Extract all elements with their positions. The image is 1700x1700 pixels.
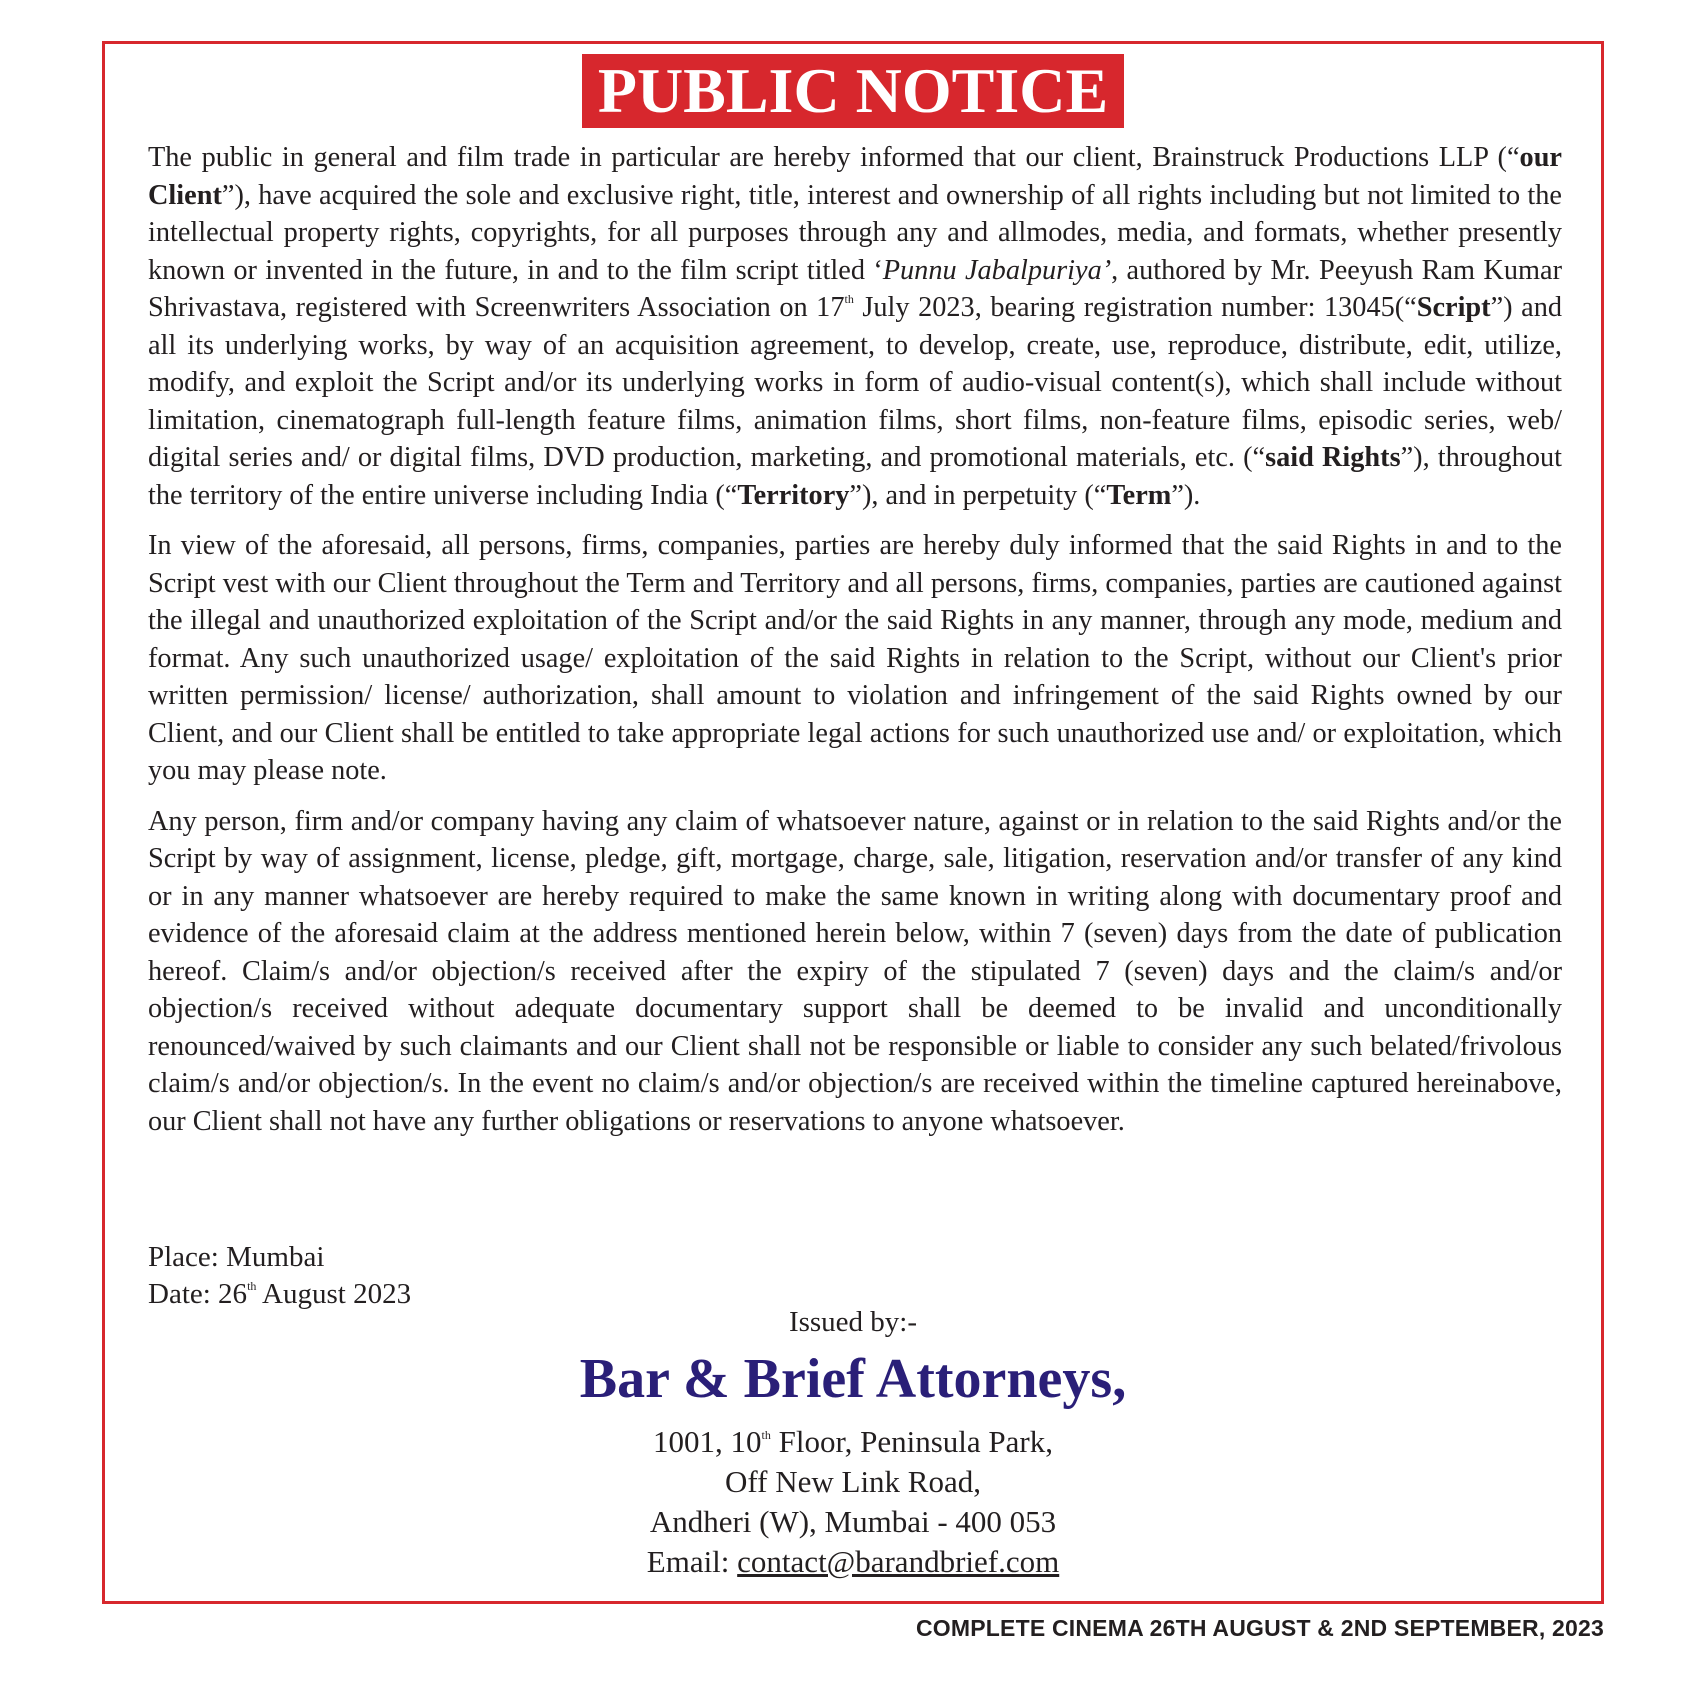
place-date-block (148, 1239, 411, 1313)
para1-text-8: ”). (1171, 479, 1201, 511)
para1-bold-said-rights: said Rights (1265, 442, 1401, 473)
issued-by-label: Issued by:- (788, 1306, 918, 1338)
date-ordinal-sup: th (247, 1279, 257, 1293)
email-link[interactable]: contact@barandbrief.com (737, 1544, 1060, 1579)
para1-script-title: Punnu Jabalpuriya’ (882, 254, 1112, 286)
address-line-2: Off New Link Road, (725, 1464, 981, 1499)
address-ordinal-sup: th (761, 1428, 771, 1442)
para1-text-4: July 2023, bearing registration number: 13045(“ (853, 292, 1417, 323)
para1-text-6: ”), throughout the territory of the entire universe including India (“ (148, 442, 1562, 511)
para1-bold-script: Script (1416, 292, 1491, 323)
notice-body (148, 139, 1562, 1153)
title-banner (105, 54, 1601, 128)
para1-text-1: The public in general and film trade in particular are hereby informed that our client, Brainstruck Productions LLP (“ (148, 142, 1520, 173)
email-label: Email: (646, 1544, 738, 1579)
para1-text-7: ”), and in perpetuity (“ (849, 479, 1107, 511)
address-line1-prefix: 1001, 10 (653, 1424, 762, 1459)
para1-bold-territory: Territory (737, 479, 850, 511)
date-prefix: Date: 26 (148, 1278, 248, 1310)
publication-footer: COMPLETE CINEMA 26TH AUGUST & 2ND SEPTEMBER, 2023 (916, 1615, 1604, 1641)
paragraph-3: Any person, firm and/or company having any claim of whatsoever nature, against or in relation to the said Rights and/or the Script by way of assignment, license, pledge, gift, mortgage, charge, sale, litigation, reservation and/or transfer of any kind or in any manner whatsoever are hereby required to make the same known in writing along with documentary proof and evidence of the aforesaid claim at the address mentioned herein below, within 7 (seven) days from the date of publication hereof. Claim/s and/or objection/s received after the expiry of the stipulated 7 (seven) days and the claim/s and/or objection/s received without adequate documentary support shall be deemed to be invalid and unconditionally renounced/waived by such claimants and our Client shall not be responsible or liable to consider any such belated/frivolous claim/s and/or objection/s. In the event no claim/s and/or objection/s are received within the timeline captured hereinabove, our Client shall not have any further obligations or reservations to anyone whatsoever. (148, 805, 1562, 1137)
paragraph-1 (148, 139, 1562, 514)
para1-text-3: , authored by Mr. Peeyush Ram Kumar Shrivastava, registered with Screenwriters Association on 17 (148, 254, 1562, 323)
notice-border (102, 41, 1604, 1604)
para1-bold-our-client: our Client (148, 142, 1562, 211)
address-line1-suffix: Floor, Peninsula Park, (770, 1424, 1053, 1459)
address-line-3: Andheri (W), Mumbai - 400 053 (649, 1504, 1057, 1539)
firm-name: Bar & Brief Attorneys, (579, 1348, 1127, 1410)
para1-text-5: ”) and all its underlying works, by way of an acquisition agreement, to develop, create, use, reproduce, distribute, edit, utilize, modify, and exploit the Script and/or its underlying works in form of audio-visual content(s), which shall include without limitation, cinematograph full-length feature films, animation films, short films, non-feature films, episodic series, web/ digital series and/ or digital films, DVD production, marketing, and promotional materials, etc. (“ (148, 292, 1562, 473)
notice-title: PUBLIC NOTICE (582, 54, 1124, 128)
date-suffix: August 2023 (256, 1278, 412, 1310)
firm-address (105, 1422, 1601, 1582)
para1-text-2: ”), have acquired the sole and exclusive right, title, interest and ownership of all rights including but not limited to the intellectual property rights, copyrights, for all purposes through any and allmodes, media, and formats, whether presently known or invented in the future, in and to the film script titled ‘ (148, 179, 1562, 286)
paragraph-2: In view of the aforesaid, all persons, firms, companies, parties are hereby duly informed that the said Rights in and to the Script vest with our Client throughout the Term and Territory and all persons, firms, companies, parties are cautioned against the illegal and unauthorized exploitation of the Script and/or the said Rights in any manner, through any mode, medium and format. Any such unauthorized usage/ exploitation of the said Rights in relation to the Script, without our Client's prior written permission/ license/ authorization, shall amount to violation and infringement of the said Rights owned by our Client, and our Client shall be entitled to take appropriate legal actions for such unauthorized use and/ or exploitation, which you may please note. (148, 530, 1562, 786)
address-line-1 (105, 1422, 1601, 1462)
para1-bold-term: Term (1106, 479, 1172, 511)
para1-ordinal-sup: th (844, 292, 854, 306)
address-email-line (105, 1542, 1601, 1582)
place-line: Place: Mumbai (148, 1241, 325, 1273)
